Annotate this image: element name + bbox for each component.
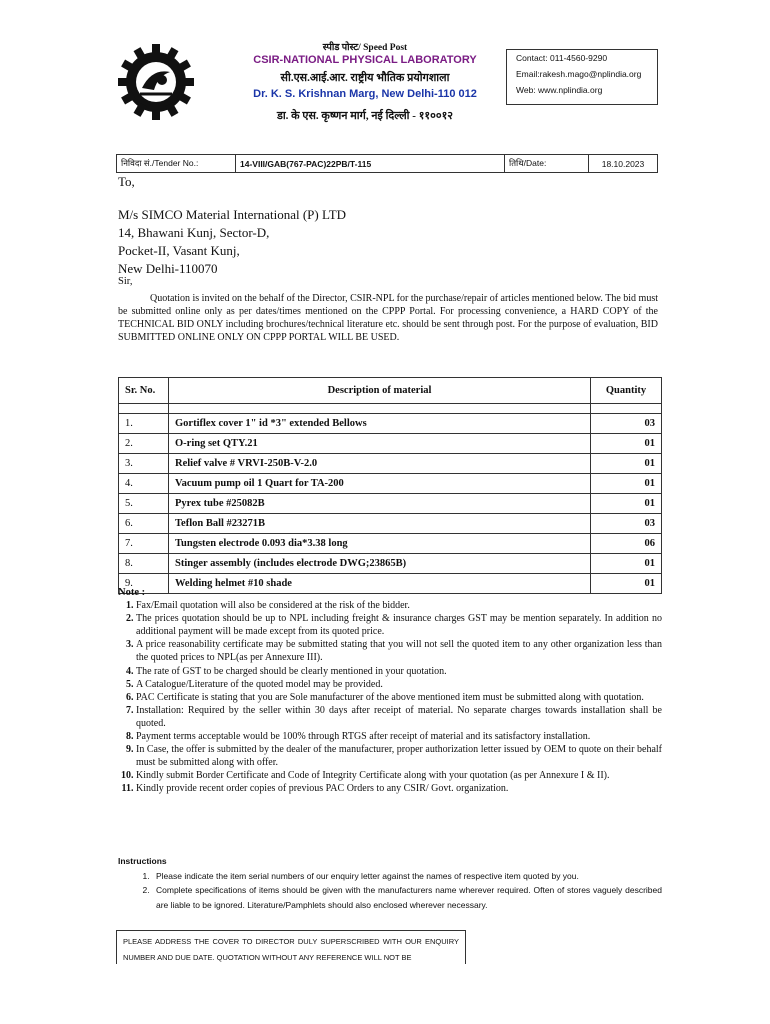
speed-post-label: स्पीड पोस्ट/ Speed Post	[322, 43, 408, 53]
instruction-item: 2. Complete specifications of items should be given with the manufacturers name wherever required. Often of stores vaguely described are liable to be ignored. Literature/Pamphlets should also enclosed wherever necessary.	[152, 883, 662, 912]
items-table	[118, 377, 662, 594]
tender-number: 14-VIII/GAB(767-PAC)22PB/T-115	[236, 155, 505, 173]
row-qty: 01	[591, 554, 662, 574]
row-desc: Welding helmet #10 shade	[169, 574, 591, 594]
date-label: तिथि/Date:	[505, 155, 589, 173]
tender-table	[116, 154, 658, 173]
row-desc: Stinger assembly (includes electrode DWG;23865B)	[169, 554, 591, 574]
row-qty: 06	[591, 534, 662, 554]
recipient-address	[118, 206, 346, 278]
note-item: 11. Kindly provide recent order copies of previous PAC Orders to any CSIR/ Govt. organization.	[136, 782, 662, 795]
instructions-section	[118, 854, 662, 912]
row-desc: Vacuum pump oil 1 Quart for TA-200	[169, 474, 591, 494]
note-item: 8. Payment terms acceptable would be 100% through RTGS after receipt of material and its satisfactory installation.	[136, 730, 662, 743]
intro-text: Quotation is invited on the behalf of the Director, CSIR-NPL for the purchase/repair of articles mentioned below. The bid must be submitted online only as per dates/times mentioned on the CPPP Portal. For processing convenience, a HARD COPY of the TECHNICAL BID ONLY including brochures/technical literature etc. should be sent through post. For the purpose of evaluation, BID SUBMITTED ONLINE ONLY ON CPPP PORTAL WILL BE USED.	[118, 293, 658, 343]
row-sr: 6.	[119, 514, 169, 534]
table-row	[119, 494, 662, 514]
row-desc: Teflon Ball #23271B	[169, 514, 591, 534]
row-sr: 8.	[119, 554, 169, 574]
row-sr: 1.	[119, 414, 169, 434]
contact-email: Email:rakesh.mago@nplindia.org	[516, 69, 642, 79]
table-row	[119, 454, 662, 474]
note-item: 2. The prices quotation should be up to NPL including freight & insurance charges GST may be mention separately. In addition no additional payment will be made except from its quoted price.	[136, 612, 662, 638]
row-qty: 03	[591, 414, 662, 434]
row-sr: 3.	[119, 454, 169, 474]
csir-gear-icon	[112, 38, 200, 126]
note-item: 5. A Catalogue/Literature of the quoted model may be provided.	[136, 678, 662, 691]
contact-box	[506, 49, 658, 105]
tender-date: 18.10.2023	[589, 155, 658, 173]
row-sr: 2.	[119, 434, 169, 454]
row-sr: 4.	[119, 474, 169, 494]
org-name-hindi: सी.एस.आई.आर. राष्ट्रीय भौतिक प्रयोगशाला	[280, 72, 450, 84]
col-qty-header: Quantity	[591, 378, 662, 404]
row-sr: 9.	[119, 574, 169, 594]
note-item: 9. In Case, the offer is submitted by the dealer of the manufacturer, proper authorization letter issued by OEM to quote on their behalf must be submitted along with offer.	[136, 743, 662, 769]
csir-logo	[112, 38, 200, 126]
note-item: 7. Installation: Required by the seller within 30 days after receipt of material. No separate charges towards installation shall be quoted.	[136, 704, 662, 730]
row-qty: 01	[591, 574, 662, 594]
note-item: 4. The rate of GST to be charged should be clearly mentioned in your quotation.	[136, 665, 662, 678]
notes-section	[118, 586, 662, 796]
col-sr-header: Sr. No.	[119, 378, 169, 404]
tender-label: निविदा सं./Tender No.:	[117, 155, 236, 173]
table-row	[119, 474, 662, 494]
salutation: Sir,	[118, 276, 133, 287]
org-name: CSIR-NATIONAL PHYSICAL LABORATORY	[253, 54, 477, 66]
recipient-line: New Delhi-110070	[118, 261, 218, 276]
row-qty: 01	[591, 454, 662, 474]
org-address-hindi: डा. के एस. कृष्णन मार्ग, नई दिल्ली - ११००१२	[276, 110, 454, 122]
row-sr: 7.	[119, 534, 169, 554]
table-row	[119, 514, 662, 534]
row-qty: 01	[591, 434, 662, 454]
col-desc-header: Description of material	[169, 378, 591, 404]
recipient-line: Pocket-II, Vasant Kunj,	[118, 243, 240, 258]
contact-phone: Contact: 011-4560-9290	[516, 53, 608, 63]
row-qty: 01	[591, 494, 662, 514]
note-item: 10. Kindly submit Border Certificate and Code of Integrity Certificate along with your quotation (as per Annexure I & II).	[136, 769, 662, 782]
row-desc: Relief valve # VRVI-250B-V-2.0	[169, 454, 591, 474]
row-qty: 01	[591, 474, 662, 494]
table-row	[119, 434, 662, 454]
table-row	[119, 554, 662, 574]
row-desc: Pyrex tube #25082B	[169, 494, 591, 514]
row-qty: 03	[591, 514, 662, 534]
recipient-line: M/s SIMCO Material International (P) LTD	[118, 207, 347, 222]
contact-web: Web: www.nplindia.org	[516, 85, 603, 95]
instruction-item: 1. Please indicate the item serial numbers of our enquiry letter against the names of respective item quoted by you.	[152, 869, 662, 884]
row-desc: Gortiflex cover 1" id *3" extended Bellows	[169, 414, 591, 434]
table-row	[119, 414, 662, 434]
recipient-line: 14, Bhawani Kunj, Sector-D,	[118, 225, 270, 240]
table-header-row	[119, 378, 662, 404]
instructions-title: Instructions	[118, 856, 167, 866]
address-cover-note: PLEASE ADDRESS THE COVER TO DIRECTOR DULY SUPERSCRIBED WITH OUR ENQUIRY NUMBER AND DUE DATE. QUOTATION WITHOUT ANY REFERENCE WILL NOT BE	[116, 930, 466, 964]
row-desc: O-ring set QTY.21	[169, 434, 591, 454]
row-sr: 5.	[119, 494, 169, 514]
org-address: Dr. K. S. Krishnan Marg, New Delhi-110 012	[253, 88, 477, 100]
table-row	[119, 534, 662, 554]
to-label: To,	[118, 174, 135, 189]
note-item: 1. Fax/Email quotation will also be considered at the risk of the bidder.	[136, 599, 662, 612]
notes-title: Note :	[118, 587, 146, 598]
note-item: 6. PAC Certificate is stating that you are Sole manufacturer of the above mentioned item must be submitted along with quotation.	[136, 691, 662, 704]
notes-list	[118, 599, 662, 795]
intro-paragraph	[118, 292, 658, 344]
note-item: 3. A price reasonability certificate may be submitted stating that you will not sell the quoted item to any other organization less than the quoted prices to NPL(as per Annexure III).	[136, 638, 662, 664]
row-desc: Tungsten electrode 0.093 dia*3.38 long	[169, 534, 591, 554]
instructions-list	[118, 869, 662, 913]
